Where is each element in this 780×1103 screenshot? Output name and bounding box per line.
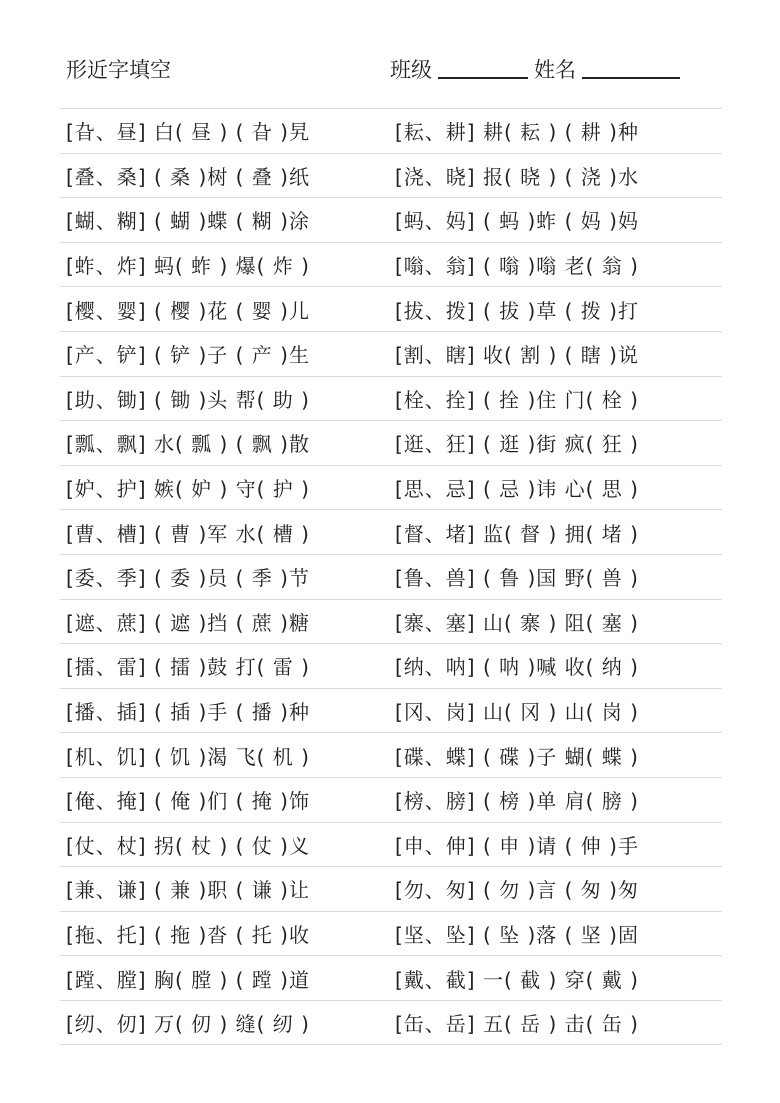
- exercise-item-left: [蝴、糊] ( 蝴 )蝶 ( 糊 )涂: [66, 209, 310, 234]
- exercise-item-left: [擂、雷] ( 擂 )鼓 打( 雷 ): [66, 655, 310, 680]
- exercise-row: [60, 956, 722, 1001]
- exercise-item-left: [曹、槽] ( 曹 )军 水( 槽 ): [66, 521, 310, 546]
- exercise-item-left: [蹚、膛] 胸( 膛 ) ( 蹚 )道: [66, 967, 310, 992]
- exercise-item-right: [寨、塞] 山( 寨 ) 阻( 塞 ): [395, 610, 639, 635]
- exercise-item-left: [叠、桑] ( 桑 )树 ( 叠 )纸: [66, 164, 310, 189]
- name-blank[interactable]: [582, 77, 680, 79]
- exercise-row: [60, 377, 722, 422]
- exercise-row: [60, 510, 722, 555]
- exercise-item-right: [嗡、翁] ( 嗡 )嗡 老( 翁 ): [395, 254, 639, 279]
- exercise-item-left: [妒、护] 嫉( 妒 ) 守( 护 ): [66, 477, 310, 502]
- exercise-row: [60, 823, 722, 868]
- exercise-item-right: [割、瞎] 收( 割 ) ( 瞎 )说: [395, 343, 639, 368]
- exercise-item-left: [助、锄] ( 锄 )头 帮( 助 ): [66, 387, 310, 412]
- exercise-item-left: [机、饥] ( 饥 )渴 飞( 机 ): [66, 744, 310, 769]
- exercise-row: [60, 109, 722, 154]
- exercise-row: [60, 600, 722, 645]
- exercise-item-right: [戴、截] 一( 截 ) 穿( 戴 ): [395, 967, 639, 992]
- exercise-item-right: [鲁、兽] ( 鲁 )国 野( 兽 ): [395, 566, 639, 591]
- exercise-item-left: [仗、杖] 拐( 杖 ) ( 仗 )义: [66, 833, 310, 858]
- exercise-item-right: [蚂、妈] ( 蚂 )蚱 ( 妈 )妈: [395, 209, 639, 234]
- exercise-item-right: [栓、拴] ( 拴 )住 门( 栓 ): [395, 387, 639, 412]
- exercise-item-left: [兼、谦] ( 兼 )职 ( 谦 )让: [66, 878, 310, 903]
- exercise-item-left: [遮、蔗] ( 遮 )挡 ( 蔗 )糖: [66, 610, 310, 635]
- exercise-item-right: [碟、蝶] ( 碟 )子 蝴( 蝶 ): [395, 744, 639, 769]
- exercise-item-right: [拔、拨] ( 拔 )草 ( 拨 )打: [395, 298, 639, 323]
- exercise-row: [60, 332, 722, 377]
- exercise-row: [60, 689, 722, 734]
- exercise-row: [60, 198, 722, 243]
- exercise-item-right: [申、伸] ( 申 )请 ( 伸 )手: [395, 833, 639, 858]
- exercise-item-left: [播、插] ( 插 )手 ( 播 )种: [66, 700, 310, 725]
- exercise-row: [60, 466, 722, 511]
- exercise-item-left: [蚱、炸] 蚂( 蚱 ) 爆( 炸 ): [66, 254, 310, 279]
- exercise-item-left: [拖、托] ( 拖 )沓 ( 托 )收: [66, 922, 310, 947]
- exercise-row: [60, 733, 722, 778]
- exercise-item-right: [思、忌] ( 忌 )讳 心( 思 ): [395, 477, 639, 502]
- exercise-row: [60, 243, 722, 288]
- name-label: 姓名: [534, 58, 576, 82]
- exercise-row: [60, 912, 722, 957]
- exercise-item-right: [纳、呐] ( 呐 )喊 收( 纳 ): [395, 655, 639, 680]
- exercise-item-right: [榜、膀] ( 榜 )单 肩( 膀 ): [395, 789, 639, 814]
- exercise-row: [60, 287, 722, 332]
- exercise-item-left: [旮、昼] 白( 昼 ) ( 旮 )旯: [66, 120, 310, 145]
- exercise-item-left: [樱、婴] ( 樱 )花 ( 婴 )儿: [66, 298, 310, 323]
- exercise-table: [60, 108, 722, 1045]
- exercise-item-left: [俺、掩] ( 俺 )们 ( 掩 )饰: [66, 789, 310, 814]
- exercise-row: [60, 154, 722, 199]
- exercise-row: [60, 644, 722, 689]
- exercise-item-left: [纫、仞] 万( 仞 ) 缝( 纫 ): [66, 1012, 310, 1037]
- exercise-item-right: [勿、匆] ( 勿 )言 ( 匆 )匆: [395, 878, 639, 903]
- exercise-item-left: [委、季] ( 委 )员 ( 季 )节: [66, 566, 310, 591]
- student-info: [390, 54, 686, 84]
- exercise-row: [60, 421, 722, 466]
- exercise-item-right: [坚、坠] ( 坠 )落 ( 坚 )固: [395, 922, 639, 947]
- exercise-item-right: [缶、岳] 五( 岳 ) 击( 缶 ): [395, 1012, 639, 1037]
- exercise-item-right: [浇、晓] 报( 晓 ) ( 浇 )水: [395, 164, 639, 189]
- exercise-item-left: [产、铲] ( 铲 )子 ( 产 )生: [66, 343, 310, 368]
- exercise-row: [60, 555, 722, 600]
- class-blank[interactable]: [438, 77, 528, 79]
- exercise-row: [60, 1001, 722, 1046]
- exercise-item-right: [耘、耕] 耕( 耘 ) ( 耕 )种: [395, 120, 639, 145]
- exercise-item-right: [督、堵] 监( 督 ) 拥( 堵 ): [395, 521, 639, 546]
- exercise-row: [60, 778, 722, 823]
- exercise-item-right: [冈、岗] 山( 冈 ) 山( 岗 ): [395, 700, 639, 725]
- exercise-row: [60, 867, 722, 912]
- exercise-item-left: [瓢、飘] 水( 瓢 ) ( 飘 )散: [66, 432, 310, 457]
- worksheet-header: [66, 52, 706, 84]
- worksheet-title: 形近字填空: [66, 58, 171, 82]
- class-label: 班级: [390, 58, 432, 82]
- exercise-item-right: [逛、狂] ( 逛 )街 疯( 狂 ): [395, 432, 639, 457]
